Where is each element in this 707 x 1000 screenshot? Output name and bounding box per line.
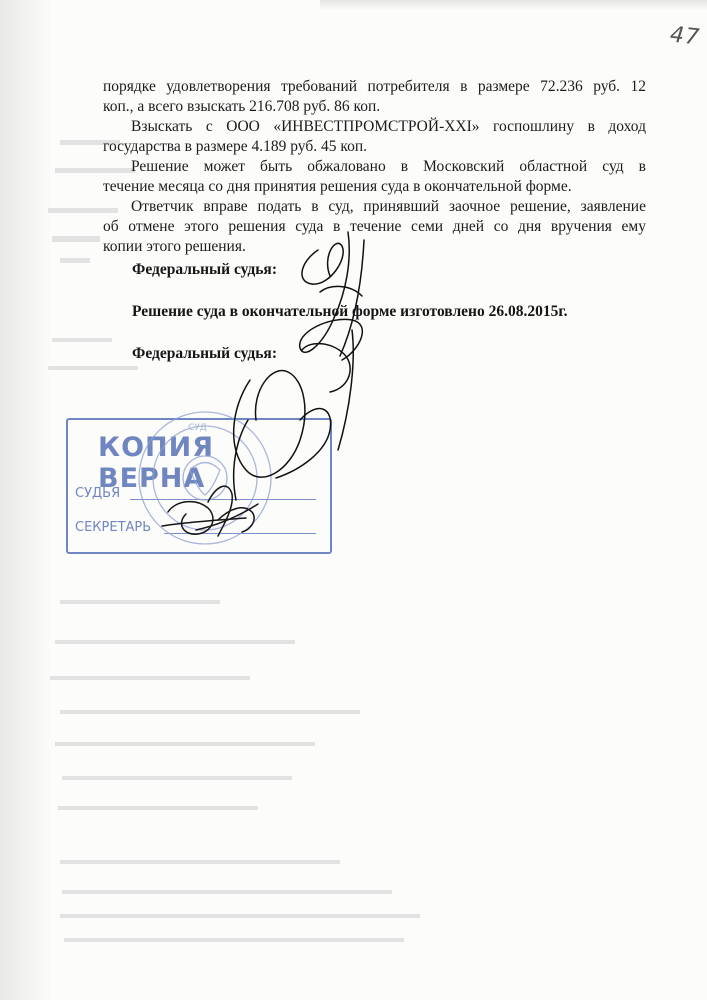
court-seal [139, 412, 271, 544]
secretary-signature [162, 486, 258, 536]
seal-text: СУД [188, 423, 207, 433]
stamp-secretary-label: СЕКРЕТАРЬ [75, 520, 152, 535]
paragraph-4-line-1: Ответчик вправе подать в суд, принявший заочное решение, заявление [131, 198, 646, 215]
judge-label-second: Федеральный судья: [132, 345, 277, 362]
paragraph-2-line-2: государства в размере 4.189 руб. 45 коп. [103, 138, 368, 155]
stamp-judge-label: СУДЬЯ [75, 486, 121, 501]
paragraph-4-line-2: об отмене этого решения суда в течение семи дней со дня вручения ему [103, 218, 646, 235]
paragraph-3-line-1: Решение может быть обжаловано в Московский областной суд в [131, 158, 646, 175]
paragraph-2-line-1: Взыскать с ООО «ИНВЕСТПРОМСТРОЙ-XXI» госпошлину в доход [131, 118, 646, 135]
judge-label-first: Федеральный судья: [132, 261, 277, 278]
paragraph-1-line-2: коп., а всего взыскать 216.708 руб. 86 коп. [103, 98, 381, 115]
paragraph-4-line-3: копии этого решения. [103, 238, 246, 255]
stamp-title: КОПИЯ ВЕРНА [98, 432, 215, 494]
page-number: 47 [668, 22, 702, 51]
paragraph-3-line-2: течение месяца со дня принятия решения суда в окончательной форме. [103, 178, 572, 195]
paragraph-1-line-1: порядке удовлетворения требований потребителя в размере 72.236 руб. 12 [103, 78, 646, 95]
final-form-note: Решение суда в окончательной форме изготовлено 26.08.2015г. [132, 303, 568, 320]
